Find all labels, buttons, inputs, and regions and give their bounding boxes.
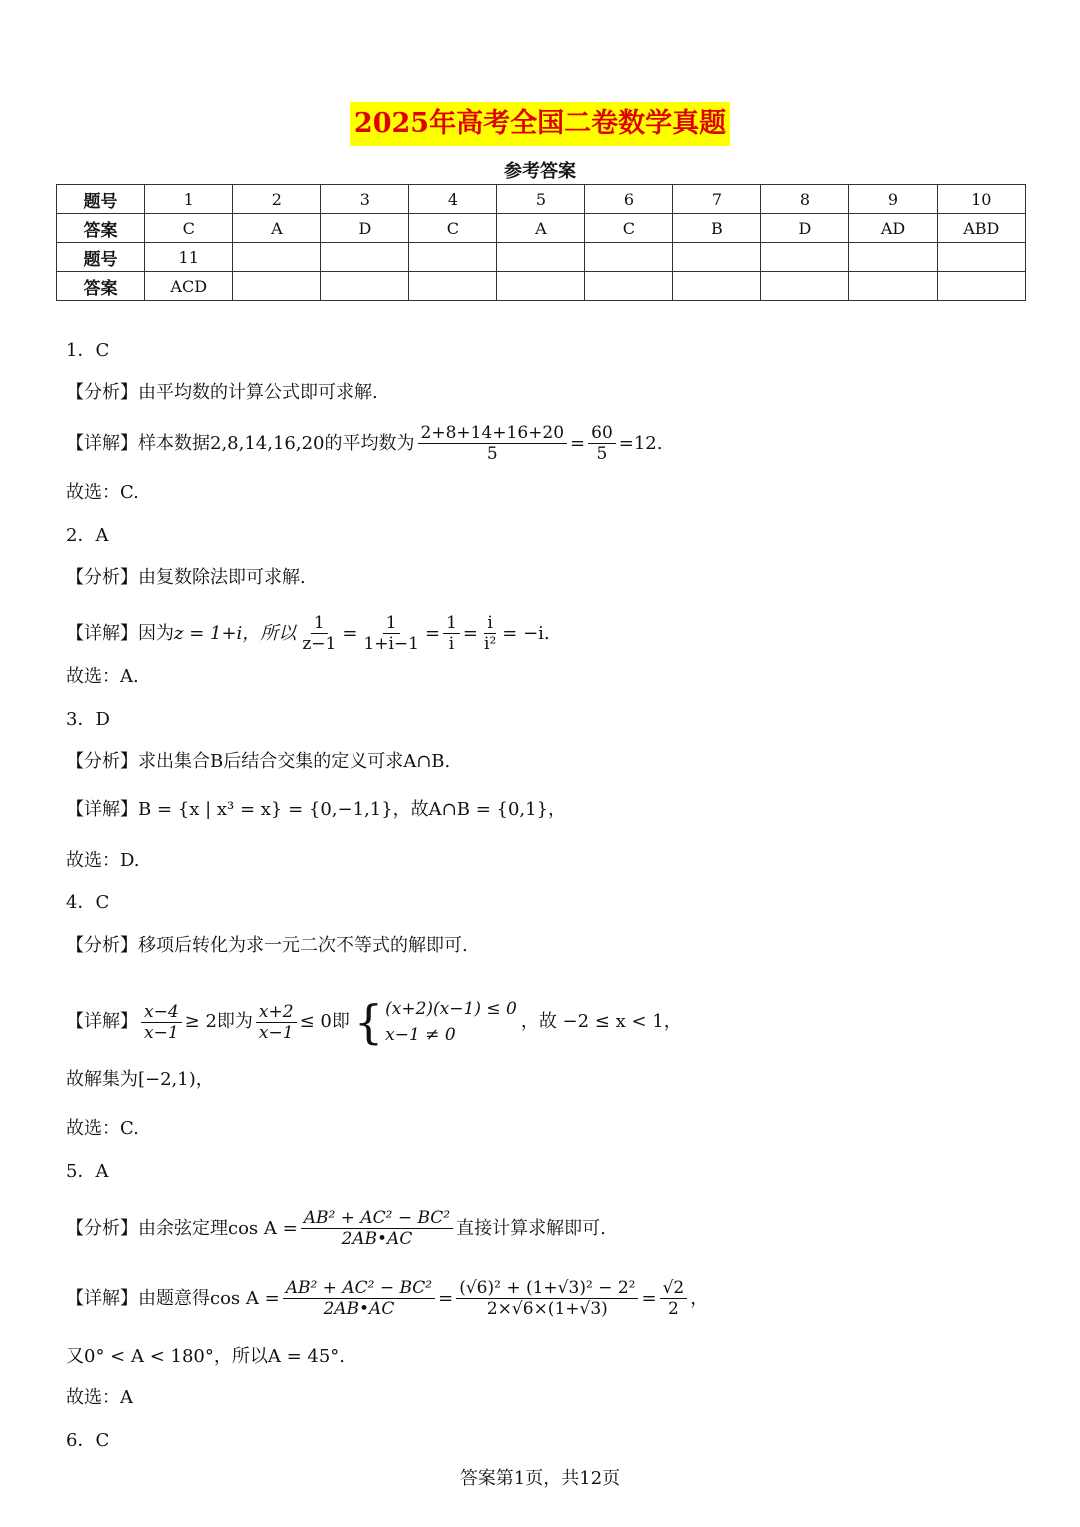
q2-detail-prefix: 【详解】因为 [66,622,174,644]
q4-detail-tail: ，故 −2 ≤ x < 1， [520,1011,682,1032]
row-label: 答案 [57,272,145,301]
table-cell [937,272,1025,301]
q5-choice: 故选：A [66,1387,133,1408]
table-cell: 6 [585,185,673,214]
table-cell: 7 [673,185,761,214]
q6-head: 6．C [66,1430,110,1451]
fraction-denominator: 2 [667,1299,679,1319]
table-cell [849,272,937,301]
q2-choice: 故选：A. [66,666,139,687]
fraction-denominator: i [448,634,455,654]
q5-analysis-tail: 直接计算求解即可. [456,1217,606,1239]
q4-fraction-1 [141,1002,182,1043]
q5-analysis [66,1208,606,1249]
table-row [57,185,1026,214]
table-row [57,272,1026,301]
system-row-2: x−1 ≠ 0 [385,1025,456,1045]
fraction-numerator: 60 [588,423,616,444]
q5-cosine-fraction [301,1208,453,1249]
table-cell [849,243,937,272]
table-cell: B [673,214,761,243]
table-row [57,243,1026,272]
page-subtitle: 参考答案 [504,161,576,182]
table-cell: ABD [937,214,1025,243]
table-cell [321,272,409,301]
table-cell: 10 [937,185,1025,214]
fraction-numerator: (√6)² + (1+√3)² − 2² [456,1278,638,1299]
q5-detail [66,1278,708,1319]
q2-fraction-4 [481,613,499,654]
q5-analysis-prefix: 【分析】由余弦定理cos A = [66,1217,298,1239]
q1-analysis: 【分析】由平均数的计算公式即可求解. [66,382,378,403]
q3-choice: 故选：D. [66,850,140,871]
table-cell: A [233,214,321,243]
q5-detail-tail: ， [690,1287,709,1309]
table-cell: 11 [145,243,233,272]
table-cell: 5 [497,185,585,214]
fraction-denominator: x−1 [258,1022,294,1043]
q3-head: 3．D [66,709,110,730]
q4-mid-2: ≤ 0即 [299,1011,350,1032]
table-cell: 8 [761,185,849,214]
table-cell: C [145,214,233,243]
q1-detail-tail: =12. [618,432,663,454]
q2-analysis: 【分析】由复数除法即可求解. [66,567,306,588]
fraction-numerator: AB² + AC² − BC² [283,1278,435,1299]
fraction-denominator: 1+i−1 [363,634,419,654]
q3-analysis: 【分析】求出集合B后结合交集的定义可求A∩B. [66,751,451,772]
q2-fraction-1 [299,613,339,654]
table-cell [497,243,585,272]
table-cell [761,243,849,272]
q2-detail-tail: = −i. [502,622,550,644]
table-cell [673,243,761,272]
table-cell [761,272,849,301]
q4-detail [66,996,682,1048]
fraction-denominator: 2AB•AC [323,1299,395,1319]
table-cell: 9 [849,185,937,214]
table-cell [233,272,321,301]
q4-fraction-2 [256,1002,297,1043]
left-brace: { [353,995,384,1049]
fraction-numerator: 1 [383,613,400,634]
fraction-numerator: AB² + AC² − BC² [301,1208,453,1229]
row-label: 题号 [57,185,145,214]
table-cell [409,243,497,272]
q2-fraction-3 [443,613,460,654]
q1-choice: 故选：C. [66,482,139,503]
fraction-numerator: i [484,613,495,634]
q5-fraction-1 [283,1278,435,1319]
table-cell [937,243,1025,272]
table-cell: ACD [145,272,233,301]
fraction-numerator: 2+8+14+16+20 [418,423,568,444]
table-cell: D [761,214,849,243]
table-cell [585,272,673,301]
fraction-denominator: 5 [596,444,608,464]
table-cell: C [409,214,497,243]
equals-sign: = [641,1287,657,1309]
fraction-denominator: i² [484,634,497,654]
q2-z-expression: z = 1+i，所以 [174,622,297,644]
table-cell: A [497,214,585,243]
fraction-denominator: 2×√6×(1+√3) [486,1299,608,1319]
q4-mid-1: ≥ 2即为 [184,1011,253,1032]
q5-fraction-3 [660,1278,688,1319]
page-title: 2025年高考全国二卷数学真题 [350,102,730,146]
q5-range: 又0° < A < 180°，所以A = 45°. [66,1346,346,1367]
q5-detail-prefix: 【详解】由题意得cos A = [66,1287,280,1309]
q1-detail [66,423,662,464]
q2-fraction-2 [360,613,422,654]
system-rows [385,996,517,1048]
fraction-numerator: 1 [311,613,328,634]
q2-head: 2．A [66,525,109,546]
fraction-numerator: x−4 [141,1002,182,1023]
q1-head: 1．C [66,340,110,361]
row-label: 答案 [57,214,145,243]
equals-sign: = [438,1287,454,1309]
fraction-denominator: z−1 [302,634,337,654]
q4-analysis: 【分析】移项后转化为求一元二次不等式的解即可. [66,935,468,956]
equals-sign: = [570,432,586,454]
title-wrap [0,102,1080,146]
q4-solution: 故解集为[−2,1)， [66,1069,214,1090]
table-cell [673,272,761,301]
fraction-numerator: √2 [660,1278,688,1299]
table-cell [233,243,321,272]
table-cell [409,272,497,301]
table-cell: AD [849,214,937,243]
q3-detail: 【详解】B = {x | x³ = x} = {0,−1,1}，故A∩B = {0,1}， [66,799,567,820]
row-label: 题号 [57,243,145,272]
q2-detail: 【详解】因为 z = 1+i，所以 $\frac{1}{z-1}$ = $\frac{1}{1+i-1}$ = $\frac{1}{i}$ = $\frac{i}{\text{i²}}$ = −i. [66,613,550,654]
fraction-denominator: 5 [486,444,498,464]
table-cell: 4 [409,185,497,214]
table-cell: C [585,214,673,243]
q4-choice: 故选：C. [66,1118,139,1139]
q1-fraction-1 [418,423,568,464]
table-cell: D [321,214,409,243]
fraction-numerator: 1 [443,613,460,634]
table-cell: 1 [145,185,233,214]
fraction-denominator: x−1 [144,1022,179,1043]
table-cell [321,243,409,272]
q4-inequality-system [354,996,517,1048]
q4-head: 4．C [66,892,110,913]
table-row [57,214,1026,243]
answer-table [56,184,1026,301]
q4-detail-prefix: 【详解】 [66,1011,138,1032]
table-cell: 2 [233,185,321,214]
fraction-numerator: x+2 [256,1002,297,1023]
table-cell [585,243,673,272]
page-footer: 答案第1页，共12页 [459,1468,621,1489]
q5-fraction-2 [456,1278,638,1319]
table-cell: 3 [321,185,409,214]
q1-fraction-2 [588,423,616,464]
q1-detail-prefix: 【详解】样本数据2,8,14,16,20的平均数为 [66,432,415,454]
system-row-1: (x+2)(x−1) ≤ 0 [385,999,517,1019]
table-cell [497,272,585,301]
fraction-denominator: 2AB•AC [341,1229,413,1249]
q5-head: 5．A [66,1161,109,1182]
